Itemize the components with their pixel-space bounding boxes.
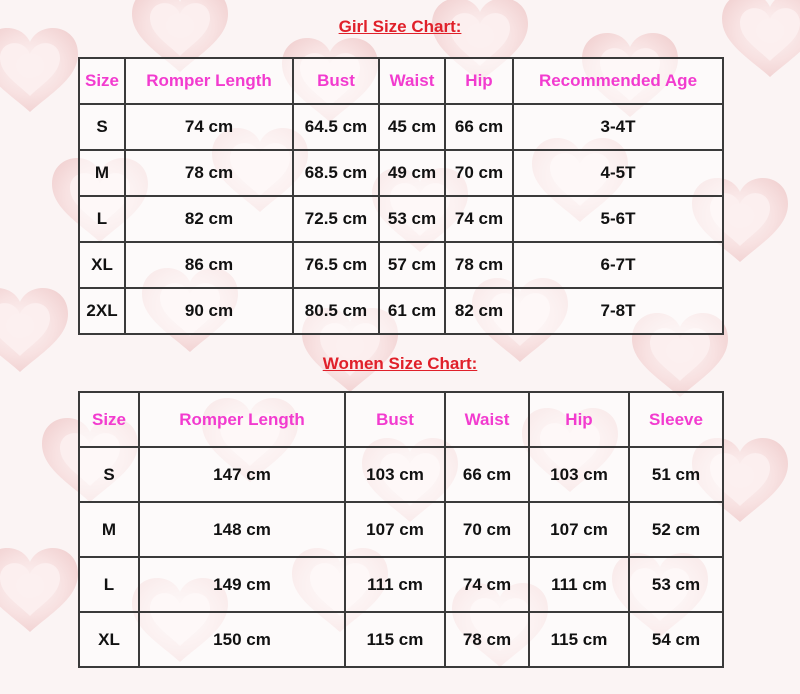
header-size: Size [79,392,139,447]
cell-romper-length: 149 cm [139,557,345,612]
cell-romper-length: 90 cm [125,288,293,334]
cell-waist: 70 cm [445,502,529,557]
women-size-chart-title: Women Size Chart: [322,354,478,373]
cell-hip: 82 cm [445,288,513,334]
cell-waist: 49 cm [379,150,445,196]
cell-recommended-age: 5-6T [513,196,723,242]
cell-recommended-age: 4-5T [513,150,723,196]
cell-romper-length: 82 cm [125,196,293,242]
table-row [79,196,723,242]
header-recommended-age: Recommended Age [513,58,723,104]
cell-bust: 115 cm [345,612,445,667]
cell-romper-length: 74 cm [125,104,293,150]
cell-hip: 70 cm [445,150,513,196]
header-sleeve: Sleeve [629,392,723,447]
cell-recommended-age: 6-7T [513,242,723,288]
header-size: Size [79,58,125,104]
cell-waist: 74 cm [445,557,529,612]
cell-size: S [79,104,125,150]
header-waist: Waist [445,392,529,447]
header-hip: Hip [529,392,629,447]
cell-sleeve: 52 cm [629,502,723,557]
cell-hip: 111 cm [529,557,629,612]
cell-sleeve: 53 cm [629,557,723,612]
header-romper-length: Romper Length [139,392,345,447]
cell-hip: 103 cm [529,447,629,502]
cell-sleeve: 51 cm [629,447,723,502]
cell-romper-length: 148 cm [139,502,345,557]
women-size-table [78,391,724,668]
cell-waist: 53 cm [379,196,445,242]
cell-romper-length: 150 cm [139,612,345,667]
cell-size: S [79,447,139,502]
header-bust: Bust [293,58,379,104]
table-row [79,288,723,334]
cell-recommended-age: 7-8T [513,288,723,334]
table-row [79,104,723,150]
cell-sleeve: 54 cm [629,612,723,667]
girl-size-chart-title: Girl Size Chart: [338,17,462,36]
cell-hip: 78 cm [445,242,513,288]
table-row [79,242,723,288]
cell-bust: 107 cm [345,502,445,557]
cell-recommended-age: 3-4T [513,104,723,150]
cell-bust: 80.5 cm [293,288,379,334]
table-row [79,150,723,196]
girl-size-table [78,57,724,335]
cell-bust: 76.5 cm [293,242,379,288]
cell-romper-length: 147 cm [139,447,345,502]
cell-size: XL [79,242,125,288]
cell-size: M [79,150,125,196]
cell-waist: 66 cm [445,447,529,502]
table-row [79,502,723,557]
cell-hip: 107 cm [529,502,629,557]
cell-bust: 72.5 cm [293,196,379,242]
header-waist: Waist [379,58,445,104]
cell-romper-length: 78 cm [125,150,293,196]
cell-romper-length: 86 cm [125,242,293,288]
cell-waist: 78 cm [445,612,529,667]
cell-size: L [79,557,139,612]
cell-hip: 115 cm [529,612,629,667]
cell-hip: 66 cm [445,104,513,150]
cell-size: XL [79,612,139,667]
header-hip: Hip [445,58,513,104]
table-row [79,557,723,612]
cell-waist: 57 cm [379,242,445,288]
header-bust: Bust [345,392,445,447]
table-row [79,612,723,667]
cell-waist: 61 cm [379,288,445,334]
cell-bust: 103 cm [345,447,445,502]
cell-waist: 45 cm [379,104,445,150]
cell-bust: 68.5 cm [293,150,379,196]
table-header-row [79,58,723,104]
table-header-row [79,392,723,447]
header-romper-length: Romper Length [125,58,293,104]
cell-bust: 64.5 cm [293,104,379,150]
cell-size: M [79,502,139,557]
cell-bust: 111 cm [345,557,445,612]
cell-size: L [79,196,125,242]
cell-hip: 74 cm [445,196,513,242]
table-row [79,447,723,502]
cell-size: 2XL [79,288,125,334]
